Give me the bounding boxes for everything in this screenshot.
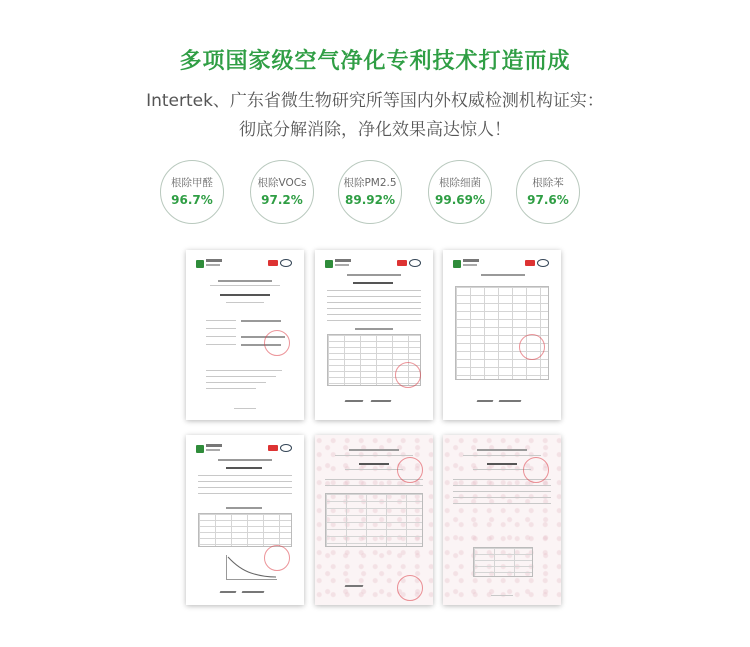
certificate-image [443,435,561,605]
stat-value: 99.69% [435,193,485,207]
certificate-image [315,435,433,605]
page-title: 多项国家级空气净化专利技术打造而成 [179,49,571,74]
certificate-image [315,250,433,420]
certificate-image [186,435,304,605]
subtitle-line-1: Intertek、广东省微生物研究所等国内外权威检测机构证实： [146,91,604,111]
stat-value: 89.92% [345,193,395,207]
lab-logo [196,260,204,268]
stat-pm25 [338,160,402,224]
stat-bacteria [428,160,492,224]
cnas-logo [280,259,292,267]
stat-benzene [516,160,580,224]
certificate-image [186,250,304,420]
stat-formaldehyde [160,160,224,224]
stat-label: 根除苯 [532,177,564,189]
stats-row [160,160,590,230]
stat-value: 97.6% [527,193,569,207]
stat-label: 根除VOCs [257,177,307,189]
stat-label: 根除细菌 [439,177,481,189]
certificate-image [443,250,561,420]
stamp [264,330,290,356]
subtitle-line-2: 彻底分解消除，净化效果高达惊人！ [239,120,511,140]
cma-logo [268,260,278,266]
stat-value: 96.7% [171,193,213,207]
stat-vocs [250,160,314,224]
stat-value: 97.2% [261,193,303,207]
stat-label: 根除PM2.5 [343,177,397,189]
stat-label: 根除甲醛 [171,177,213,189]
